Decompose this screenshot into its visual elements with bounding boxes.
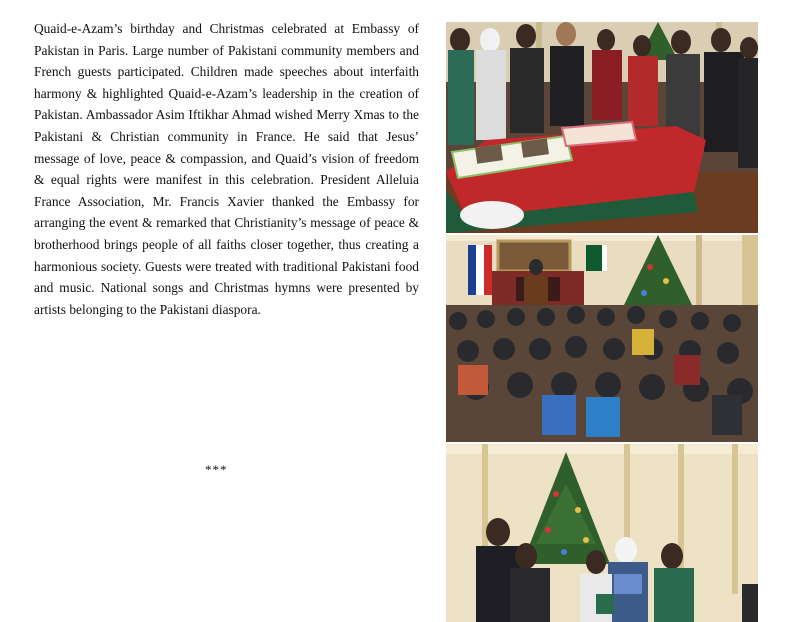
photo-cake-cutting [446,22,758,233]
photo-christmas-hymns [446,444,758,622]
article-text-column [34,18,419,320]
photo-audience-speech [446,235,758,442]
article-body: Quaid-e-Azam’s birthday and Christmas celebrated at Embassy of Pakistan in Paris. Large number of Pakistani community members and French guests participated. Children made speeches about interfaith harmony & highlighted Quaid-e-Azam’s leadership in the creation of Pakistan. Ambassador Asim Iftikhar Ahmad wished Merry Xmas to the Pakistani & Christian community in France. He said that Jesus’ message of love, peace & compassion, and Quaid’s vision of freedom & equal rights were manifest in this celebration. President Alleluia France Association, Mr. Francis Xavier thanked the Embassy for arranging the event & remarked that Christianity’s message of peace & brotherhood brings people of all faiths closer together, thus creating a harmonious society. Guests were treated with traditional Pakistani food and music. National songs and Christmas hymns were presented by artists belonging to the Pakistani diaspora. [34,21,419,317]
section-separator: *** [205,462,228,477]
